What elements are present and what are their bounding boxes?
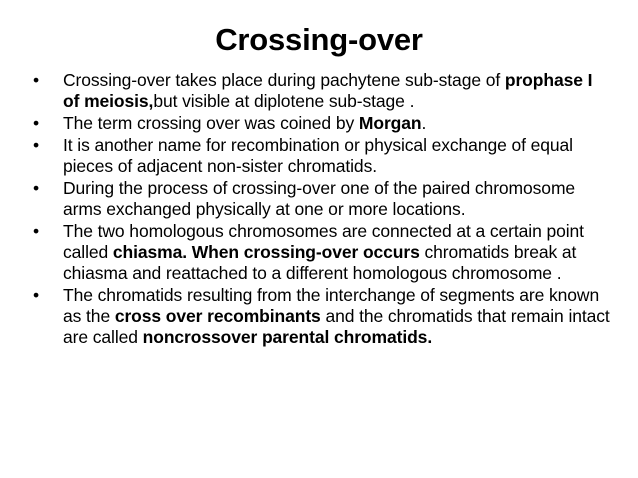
bullet-item: [33, 70, 613, 112]
bullet-item: [33, 221, 613, 284]
bullet-dot-icon: •: [33, 285, 40, 305]
bullet-item: [33, 113, 613, 134]
bullet-text: The chromatids resulting from the interchange of segments are known as the cross over recombinants and the chromatids that remain intact are called noncrossover parental chromatids.: [63, 285, 610, 347]
bullet-text: During the process of crossing-over one of the paired chromosome arms exchanged physically at one or more locations.: [63, 178, 576, 219]
bullet-list: [33, 70, 613, 349]
bullet-item: [33, 135, 613, 177]
bullet-text: The two homologous chromosomes are connected at a certain point called chiasma. When crossing-over occurs chromatids break at chiasma and reattached to a different homologous chromosome .: [63, 221, 584, 283]
bullet-text: It is another name for recombination or physical exchange of equal pieces of adjacent non-sister chromatids.: [63, 135, 573, 176]
bullet-item: [33, 178, 613, 220]
bullet-dot-icon: •: [33, 178, 40, 198]
bullet-text: The term crossing over was coined by Morgan.: [63, 113, 427, 133]
slide-title: Crossing-over: [215, 22, 423, 57]
bullet-dot-icon: •: [33, 135, 40, 155]
bullet-item: [33, 285, 613, 348]
bullet-dot-icon: •: [33, 70, 40, 90]
bullet-text: Crossing-over takes place during pachytene sub-stage of prophase I of meiosis,but visible at diplotene sub-stage .: [63, 70, 593, 111]
bullet-dot-icon: •: [33, 113, 40, 133]
bullet-dot-icon: •: [33, 221, 40, 241]
